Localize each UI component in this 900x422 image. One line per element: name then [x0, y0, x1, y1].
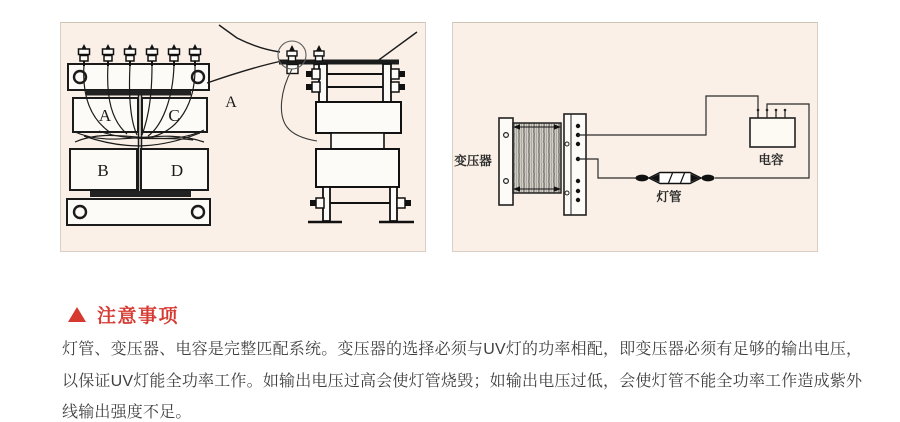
side-view: [207, 25, 417, 222]
capacitor-label: 电容: [758, 153, 784, 167]
lamp-label: 灯管: [656, 190, 682, 204]
transformer-drawing: [61, 23, 425, 251]
clamp-plate: [390, 187, 397, 221]
wire-transformer-to-lamp: [578, 159, 649, 178]
bracket-hole: [74, 206, 86, 218]
notice-line: 线输出强度不足。: [62, 404, 192, 421]
side-block-top: [316, 102, 401, 133]
notice-line: 灯管、变压器、电容是完整匹配系统。变压器的选择必须与UV灯的功率相配，即变压器必须有足够的输出电压，: [62, 341, 863, 358]
coil-label-a: A: [98, 106, 112, 125]
transformer-drawing-panel: [60, 22, 426, 252]
capacitor-symbol: [750, 109, 795, 147]
terminal-wire: [281, 69, 317, 141]
terminal-callout-label: A: [225, 94, 237, 111]
transformer-terminal-strip: [564, 114, 586, 215]
circuit-diagram: [453, 23, 817, 251]
wire-transformer-to-capacitor: [578, 96, 758, 135]
lamp-connector: [702, 175, 715, 182]
core-strip-top: [86, 90, 191, 96]
notice-title: 注意事项: [97, 306, 180, 327]
coil-label-c: C: [168, 106, 180, 125]
notice-body: [62, 334, 862, 422]
clamp-plate: [383, 64, 391, 102]
bracket-hole: [192, 206, 204, 218]
capacitor-box: [750, 118, 795, 147]
terminal-bolts: [79, 44, 201, 66]
side-terminal-bolt: [314, 45, 324, 61]
notice-heading: [68, 301, 179, 328]
transformer-label: 变压器: [454, 154, 492, 168]
notice-line: 以保证UV灯能全功率工作。如输出电压过高会使灯管烧毁；如输出电压过低，会使灯管不能全功率工作造成紫外: [62, 372, 863, 390]
front-view: [67, 44, 210, 225]
lamp-connector: [636, 175, 649, 182]
coil-label-d: D: [170, 161, 184, 180]
lamp-symbol: [636, 173, 715, 184]
side-terminal-bolt: [287, 45, 297, 61]
transformer-left-plate: [499, 118, 513, 205]
circuit-diagram-panel: [452, 22, 818, 252]
core-strip-bottom: [90, 191, 191, 197]
coil-label-b: B: [97, 161, 109, 180]
transformer-symbol: [499, 114, 586, 215]
bottom-bracket: [67, 199, 210, 225]
side-block-middle: [331, 133, 384, 149]
pin-tips: [757, 109, 787, 112]
top-bracket: [68, 64, 209, 90]
transformer-coil: [513, 123, 561, 193]
warning-triangle-icon: [68, 307, 86, 322]
capacitor-pins: [758, 110, 785, 118]
side-block-bottom: [316, 149, 399, 187]
